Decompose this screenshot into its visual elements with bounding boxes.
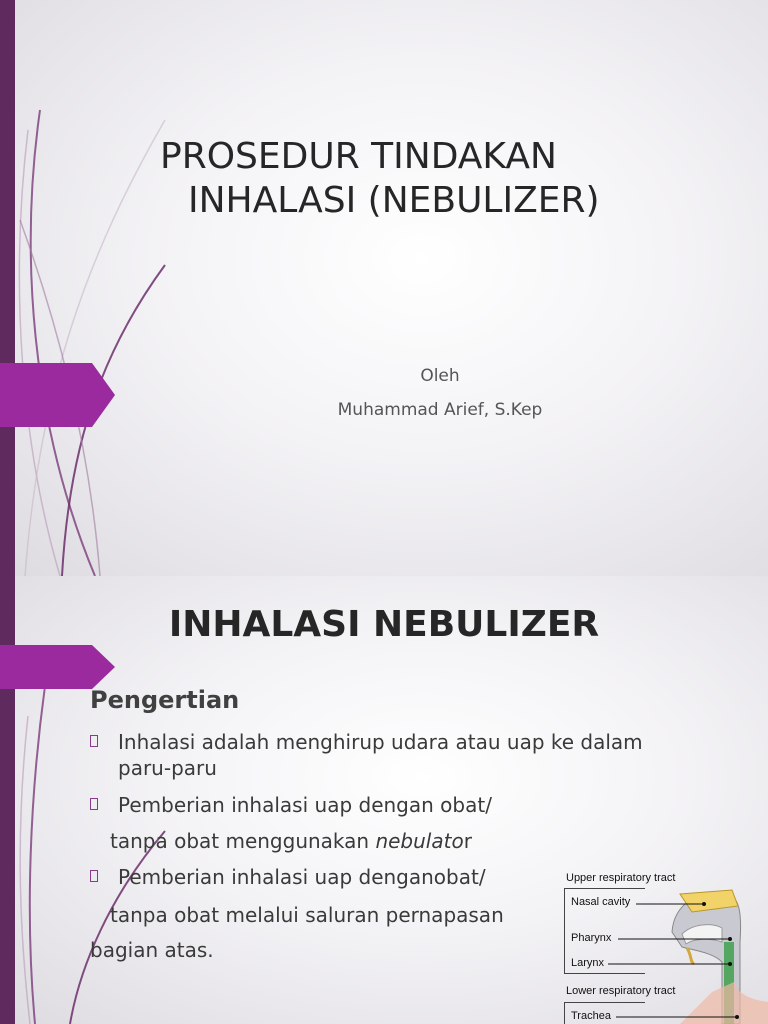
subtitle-author: Muhammad Arief, S.Kep: [337, 400, 543, 420]
left-accent-bar: [0, 0, 15, 576]
text-suffix: r: [463, 829, 472, 853]
label-larynx: Larynx: [571, 957, 605, 969]
bullet-1-text: Inhalasi adalah menghirup udara atau uap ke dalam: [118, 730, 643, 754]
section-heading: Pengertian: [90, 686, 240, 714]
label-upper-respiratory-tract: Upper respiratory tract: [566, 872, 676, 884]
paragraph-line-nebulator: [110, 828, 472, 854]
subtitle-by: Oleh: [420, 366, 460, 386]
purple-arrow-tab: [0, 363, 115, 427]
label-lower-respiratory-tract: Lower respiratory tract: [566, 985, 676, 997]
bullet-icon: [90, 798, 98, 810]
bullet-icon: [90, 735, 98, 747]
slide-title: INHALASI NEBULIZER: [168, 604, 600, 645]
bullet-3-text: Pemberian inhalasi uap denganobat/: [118, 865, 486, 889]
content-slide: [0, 576, 768, 1024]
bullet-icon: [90, 870, 98, 882]
label-trachea: Trachea: [571, 1010, 611, 1022]
paragraph-line-bagian: bagian atas.: [90, 938, 214, 962]
respiratory-tract-diagram: [562, 872, 768, 1024]
label-pharynx: Pharynx: [571, 932, 612, 944]
title-line-1: PROSEDUR TINDAKAN: [160, 136, 557, 177]
paragraph-line-melalui: tanpa obat melalui saluran pernapasan: [110, 903, 504, 927]
label-nasal-cavity: Nasal cavity: [571, 896, 631, 908]
slide-title: [160, 135, 720, 223]
text-prefix: tanpa obat menggunakan: [110, 829, 376, 853]
text-italic: nebulato: [375, 829, 464, 853]
bullet-1-continuation: paru-paru: [118, 756, 217, 780]
bullet-2-text: Pemberian inhalasi uap dengan obat/: [118, 793, 492, 817]
title-line-2: INHALASI (NEBULIZER): [188, 180, 600, 221]
decorative-curves: [0, 0, 200, 576]
